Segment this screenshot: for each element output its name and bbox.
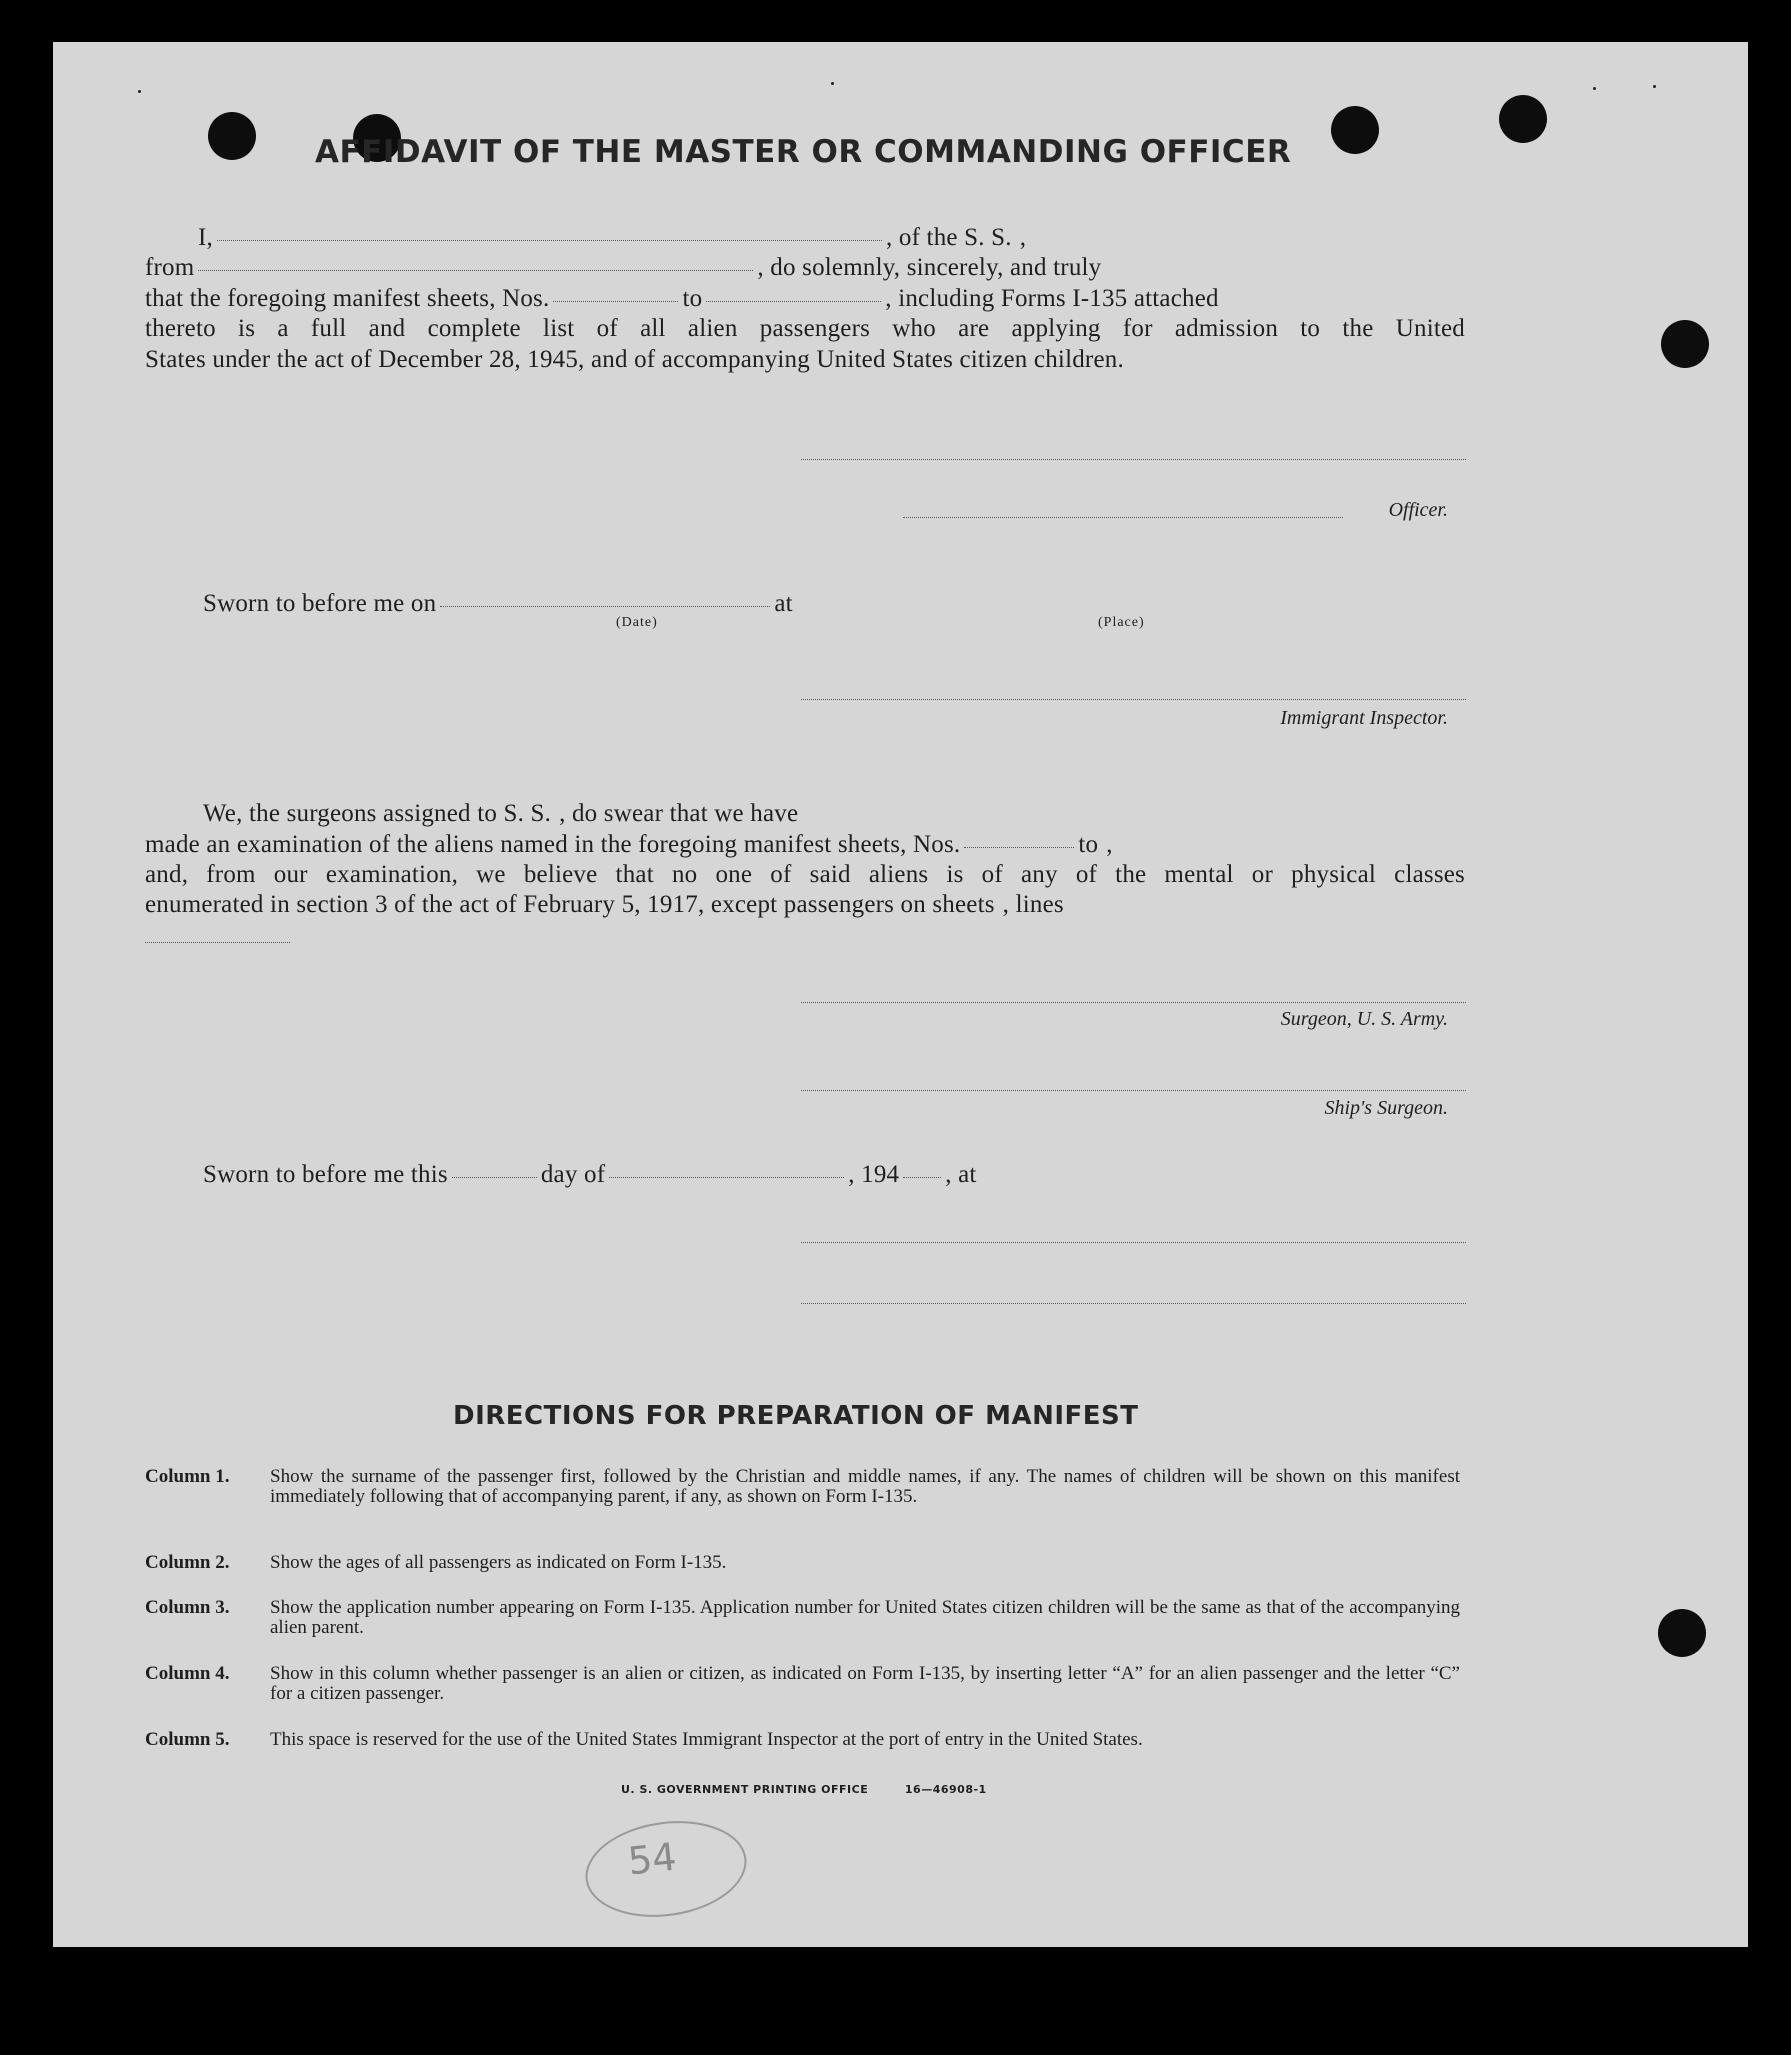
speck [138,90,141,93]
ship-surgeon-label: Ship's Surgeon. [1324,1097,1448,1119]
punch-hole [1658,1609,1706,1657]
officer-label: Officer. [1388,499,1448,521]
directions-title: DIRECTIONS FOR PREPARATION OF MANIFEST [453,1401,1139,1431]
inspector-signature-line[interactable] [801,699,1466,700]
officer-signature-line[interactable] [903,517,1343,518]
handwritten-number: 54 [625,1834,679,1884]
surgeons-line-2: made an examination of the aliens named in the foregoing manifest sheets, Nos. to , [145,831,1113,858]
sworn-surgeons-line: Sworn to before me this day of , 194 , at [203,1161,977,1188]
surgeons-line-1: We, the surgeons assigned to S. S. , do swear that we have [203,800,799,827]
master-name-field[interactable] [217,240,882,241]
army-surgeon-label: Surgeon, U. S. Army. [1280,1008,1448,1030]
speck [831,82,834,85]
date-caption: (Date) [616,615,658,630]
punch-hole [1499,95,1547,143]
master-signature-line[interactable] [801,459,1466,460]
surgeon-sheets-from-field[interactable] [964,847,1074,848]
punch-hole [208,112,256,160]
affidavit-line-3: that the foregoing manifest sheets, Nos. to , including Forms I-135 attached [145,285,1219,312]
surgeons-inspector-signature-line[interactable] [801,1242,1466,1243]
affidavit-line-4: thereto is a full and complete list of all alien passengers who are applying for admission to the United [145,315,1465,342]
affidavit-line-2: from , do solemnly, sincerely, and truly [145,254,1102,281]
sworn-date-field[interactable] [440,606,770,607]
surgeons-inspector-title-line[interactable] [801,1303,1466,1304]
affidavit-line-5: States under the act of December 28, 1945, and of accompanying United States citizen children. [145,346,1124,373]
surgeons-line-4: enumerated in section 3 of the act of February 5, 1917, except passengers on sheets , lines [145,891,1064,918]
speck [1653,85,1656,88]
army-surgeon-signature-line[interactable] [801,1002,1466,1003]
page-title: AFFIDAVIT OF THE MASTER OR COMMANDING OFFICER [315,134,1292,170]
sworn-master-line: Sworn to before me on at [203,590,793,617]
sheets-from-field[interactable] [553,301,678,302]
surgeons-line-3: and, from our examination, we believe that no one of said aliens is of any of the mental or physical classes [145,861,1465,888]
punch-hole [1331,106,1379,154]
place-caption: (Place) [1098,615,1145,630]
sworn-day-field[interactable] [452,1177,537,1178]
sheets-to-field[interactable] [706,301,881,302]
printer-imprint: U. S. GOVERNMENT PRINTING OFFICE 16—46908-1 [621,1783,987,1796]
excepted-lines-field[interactable] [145,942,290,943]
port-from-field[interactable] [198,270,753,271]
speck [1593,87,1596,90]
ship-surgeon-signature-line[interactable] [801,1090,1466,1091]
punch-hole [1661,320,1709,368]
sworn-month-field[interactable] [609,1177,844,1178]
affidavit-line-1: I, , of the S. S. , [198,224,1027,251]
sworn-year-field[interactable] [903,1177,941,1178]
form-sheet: AFFIDAVIT OF THE MASTER OR COMMANDING OFFICER I, , of the S. S. , from , do solemnly, sincerely, and truly that the foregoing manifest sheets, Nos. to , including Forms I-135 attached thereto is a full and complete list of all alien passengers who are applying for admission to the United States under the act of December 28, 1945, and of accompanying United States citizen children. Officer. Sworn to before me on at (Date) (Place) Immigrant Inspector. We, the surgeons assigned to S. S. , do swear that we have made an examination of the aliens named in the foregoing manifest sheets, Nos. to , and, from our examination, we believe that no one of said aliens is of any of the mental or physical classes enumerated in section 3 of the act of February 5, 1917, except passengers on sheets , lines Surgeon, U. S. Army. Ship's Surgeon. Sworn to before me this day of , 194 , at DIRECTIONS FOR PREPARATION OF MANIFEST Column 1. Show the surname of the passenger first, followed by the Christian and middle names, if any. The names of children will be shown on this manifest immediately following that of accompanying parent, if any, as shown on Form I-135. Column 2. Show the ages of all passengers as indicated on Form I-135. Column 3. Show the application number appearing on Form I-135. Application number for United States citizen children will be the same as that of the accompanying alien parent. Column 4. Show in this column whether passenger is an alien or citizen, as indicated on Form I-135, by inserting letter “A” for an alien passenger and the letter “C” for a citizen passenger. Column 5. This space is reserved for the use of the United States Immigrant Inspector at the port of entry in the United States. U. S. GOVERNMENT PRINTING OFFICE 16—46908-1 54 [53,42,1748,1947]
inspector-label: Immigrant Inspector. [1280,707,1448,729]
